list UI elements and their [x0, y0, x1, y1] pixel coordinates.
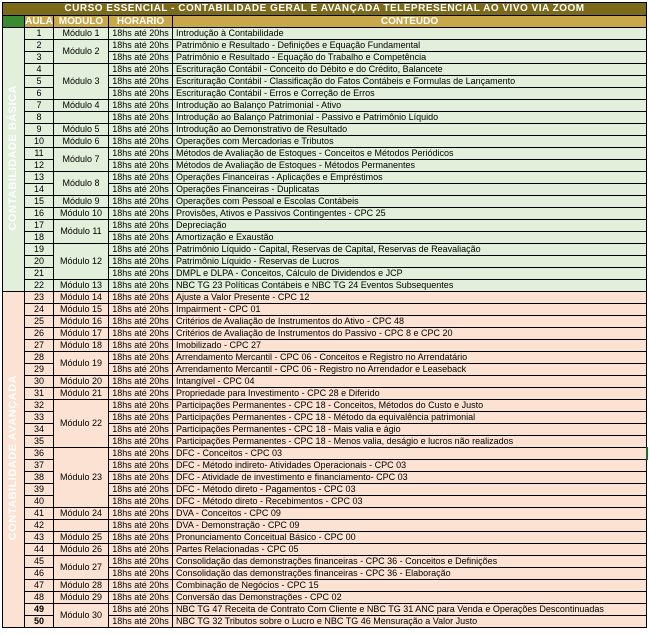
horario-cell: 18hs até 20hs: [109, 508, 173, 520]
aula-number: 50: [25, 616, 54, 628]
table-row: [3, 592, 647, 604]
conteudo-cell[interactable]: Introdução à Contabilidade: [173, 28, 647, 40]
aula-number: 10: [25, 136, 54, 148]
conteudo-cell[interactable]: Introdução ao Demonstrativo de Resultado: [173, 124, 647, 136]
aula-number: 12: [25, 160, 54, 172]
module-label: Módulo 17: [54, 328, 109, 340]
section-label-text: CONTABILIDADE BÁSICA: [7, 85, 19, 231]
conteudo-cell[interactable]: Participações Permanentes - CPC 18 - Mais valia e ágio: [173, 424, 647, 436]
horario-cell: 18hs até 20hs: [109, 112, 173, 124]
aula-number: 47: [25, 580, 54, 592]
conteudo-cell[interactable]: DFC - Método direto - Recebimentos - CPC 03: [173, 496, 647, 508]
conteudo-cell[interactable]: NBC TG 47 Receita de Contrato Com Cliente e NBC TG 31 ANC para Venda e Operações Descontinuadas: [173, 604, 647, 616]
conteudo-cell[interactable]: Depreciação: [173, 220, 647, 232]
table-row: [3, 340, 647, 352]
conteudo-cell[interactable]: Ajuste a Valor Presente - CPC 12: [173, 292, 647, 304]
table-row: [3, 112, 647, 124]
conteudo-cell[interactable]: Operações Financeiras - Aplicações e Empréstimos: [173, 172, 647, 184]
horario-cell: 18hs até 20hs: [109, 544, 173, 556]
table-row: [3, 328, 647, 340]
conteudo-cell[interactable]: Patrimônio e Resultado - Equação do Trabalho e Competência: [173, 52, 647, 64]
horario-cell: 18hs até 20hs: [109, 244, 173, 256]
table-row: [3, 148, 647, 160]
horario-cell: 18hs até 20hs: [109, 304, 173, 316]
module-label: [54, 112, 109, 124]
header-modulo: MÓDULO: [54, 16, 109, 28]
aula-number: 29: [25, 364, 54, 376]
conteudo-cell[interactable]: Participações Permanentes - CPC 18 - Menos valia, deságio e lucros não realizados: [173, 436, 647, 448]
table-row: [3, 604, 647, 616]
horario-cell: 18hs até 20hs: [109, 280, 173, 292]
module-label: Módulo 3: [54, 64, 109, 100]
conteudo-cell[interactable]: Arrendamento Mercantil - CPC 06 - Registro no Arrendador e Leaseback: [173, 364, 647, 376]
table-row: [3, 544, 647, 556]
horario-cell: 18hs até 20hs: [109, 484, 173, 496]
module-label: Módulo 2: [54, 40, 109, 64]
conteudo-cell[interactable]: DVA - Demonstração - CPC 09: [173, 520, 647, 532]
conteudo-cell[interactable]: Arrendamento Mercantil - CPC 06 - Conceitos e Registro no Arrendatário: [173, 352, 647, 364]
horario-cell: 18hs até 20hs: [109, 148, 173, 160]
table-row: [3, 400, 647, 412]
table-row: [3, 244, 647, 256]
module-label: Módulo 22: [54, 400, 109, 448]
module-label: Módulo 13: [54, 280, 109, 292]
horario-cell: 18hs até 20hs: [109, 580, 173, 592]
aula-number: 48: [25, 592, 54, 604]
aula-number: 39: [25, 484, 54, 496]
horario-cell: 18hs até 20hs: [109, 616, 173, 628]
header-conteudo: CONTEÚDO: [173, 16, 647, 28]
conteudo-cell[interactable]: Combinação de Negócios - CPC 15: [173, 580, 647, 592]
horario-cell: 18hs até 20hs: [109, 400, 173, 412]
module-label: Módulo 8: [54, 172, 109, 196]
aula-number: 24: [25, 304, 54, 316]
conteudo-cell[interactable]: Métodos de Avaliação de Estoques - Conceitos e Métodos Periódicos: [173, 148, 647, 160]
conteudo-cell[interactable]: Critérios de Avaliação de Instrumentos do Passivo - CPC 8 e CPC 20: [173, 328, 647, 340]
header-spacer: [3, 16, 25, 28]
aula-number: 49: [25, 604, 54, 616]
conteudo-cell[interactable]: Consolidação das demonstrações financeiras - CPC 36 - Conceitos e Definições: [173, 556, 647, 568]
conteudo-cell[interactable]: DFC - Atividade de investimento e financiamento- CPC 03: [173, 472, 647, 484]
schedule-sheet: [2, 2, 646, 628]
conteudo-cell[interactable]: Operações com Pessoal e Escolas Contábeis: [173, 196, 647, 208]
conteudo-cell[interactable]: DFC - Conceitos - CPC 03: [173, 448, 647, 460]
table-row: [3, 280, 647, 292]
horario-cell: 18hs até 20hs: [109, 328, 173, 340]
table-row: [3, 388, 647, 400]
aula-number: 15: [25, 196, 54, 208]
aula-number: 45: [25, 556, 54, 568]
horario-cell: 18hs até 20hs: [109, 172, 173, 184]
table-row: [3, 208, 647, 220]
horario-cell: 18hs até 20hs: [109, 604, 173, 616]
conteudo-cell[interactable]: Critérios de Avaliação de Instrumentos do Ativo - CPC 48: [173, 316, 647, 328]
aula-number: 11: [25, 148, 54, 160]
section-label-basica: [3, 28, 25, 292]
conteudo-cell[interactable]: DMPL e DLPA - Conceitos, Cálculo de Dividendos e JCP: [173, 268, 647, 280]
horario-cell: 18hs até 20hs: [109, 52, 173, 64]
module-label: Módulo 16: [54, 316, 109, 328]
table-row: [3, 64, 647, 76]
horario-cell: 18hs até 20hs: [109, 388, 173, 400]
conteudo-cell[interactable]: Participações Permanentes - CPC 18 - Conceitos, Métodos do Custo e Justo: [173, 400, 647, 412]
table-row: [3, 376, 647, 388]
module-label: Módulo 28: [54, 580, 109, 592]
table-row: [3, 292, 647, 304]
conteudo-cell[interactable]: Introdução ao Balanço Patrimonial - Passivo e Patrimônio Líquido: [173, 112, 647, 124]
table-row: [3, 172, 647, 184]
horario-cell: 18hs até 20hs: [109, 520, 173, 532]
table-row: [3, 100, 647, 112]
module-label: Módulo 21: [54, 388, 109, 400]
conteudo-cell[interactable]: Operações com Mercadorias e Tributos: [173, 136, 647, 148]
conteudo-cell[interactable]: Conversão das Demonstrações - CPC 02: [173, 592, 647, 604]
table-row: [3, 304, 647, 316]
aula-number: 14: [25, 184, 54, 196]
aula-number: 30: [25, 376, 54, 388]
table-row: [3, 40, 647, 52]
conteudo-cell[interactable]: Participações Permanentes - CPC 18 - Método da equivalência patrimonial: [173, 412, 647, 424]
aula-number: 31: [25, 388, 54, 400]
table-row: [3, 136, 647, 148]
conteudo-cell[interactable]: Escrituração Contábil - Classificação do Fatos Contábeis e Formulas de Lançamento: [173, 76, 647, 88]
horario-cell: 18hs até 20hs: [109, 208, 173, 220]
aula-number: 20: [25, 256, 54, 268]
header-horario: HORÁRIO: [109, 16, 173, 28]
module-label: Módulo 26: [54, 544, 109, 556]
aula-number: 36: [25, 448, 54, 460]
aula-number: 19: [25, 244, 54, 256]
module-label: [54, 520, 109, 532]
aula-number: 33: [25, 412, 54, 424]
header-aula: AULA: [25, 16, 53, 27]
module-label: Módulo 6: [54, 136, 109, 148]
aula-number: 42: [25, 520, 54, 532]
module-label: Módulo 20: [54, 376, 109, 388]
horario-cell: 18hs até 20hs: [109, 532, 173, 544]
horario-cell: 18hs até 20hs: [109, 556, 173, 568]
conteudo-cell[interactable]: Impairment - CPC 01: [173, 304, 647, 316]
table-row: [3, 316, 647, 328]
aula-number: 6: [25, 88, 54, 100]
aula-number: 1: [25, 28, 54, 40]
conteudo-cell[interactable]: Propriedade para Investimento - CPC 28 e Diferido: [173, 388, 647, 400]
aula-number: 23: [25, 292, 54, 304]
module-label: Módulo 18: [54, 340, 109, 352]
aula-number: 25: [25, 316, 54, 328]
table-row: [3, 448, 647, 460]
module-label: Módulo 7: [54, 148, 109, 172]
conteudo-cell[interactable]: Partes Relacionadas - CPC 05: [173, 544, 647, 556]
conteudo-cell[interactable]: NBC TG 23 Políticas Contábeis e NBC TG 24 Eventos Subsequentes: [173, 280, 647, 292]
horario-cell: 18hs até 20hs: [109, 352, 173, 364]
horario-cell: 18hs até 20hs: [109, 316, 173, 328]
aula-number: 22: [25, 280, 54, 292]
table-row: [3, 508, 647, 520]
module-label: Módulo 24: [54, 508, 109, 520]
module-label: Módulo 30: [54, 604, 109, 628]
module-label: Módulo 14: [54, 292, 109, 304]
aula-number: 40: [25, 496, 54, 508]
module-label: Módulo 23: [54, 448, 109, 508]
aula-number: 21: [25, 268, 54, 280]
horario-cell: 18hs até 20hs: [109, 136, 173, 148]
table-row: [3, 220, 647, 232]
horario-cell: 18hs até 20hs: [109, 64, 173, 76]
horario-cell: 18hs até 20hs: [109, 76, 173, 88]
table-row: [3, 196, 647, 208]
horario-cell: 18hs até 20hs: [109, 184, 173, 196]
conteudo-cell[interactable]: Escrituração Contábil - Conceito do Débito e do Crédito, Balancete: [173, 64, 647, 76]
conteudo-cell[interactable]: Provisões, Ativos e Passivos Contingentes - CPC 25: [173, 208, 647, 220]
conteudo-cell[interactable]: Patrimônio Líquido - Capital, Reservas de Capital, Reservas de Reavaliação: [173, 244, 647, 256]
module-label: Módulo 15: [54, 304, 109, 316]
aula-number: 18: [25, 232, 54, 244]
conteudo-cell[interactable]: DVA - Conceitos - CPC 09: [173, 508, 647, 520]
horario-cell: 18hs até 20hs: [109, 364, 173, 376]
module-label: Módulo 4: [54, 100, 109, 112]
aula-number: 13: [25, 172, 54, 184]
conteudo-cell[interactable]: Intangível - CPC 04: [173, 376, 647, 388]
aula-number: 28: [25, 352, 54, 364]
table-row: [3, 124, 647, 136]
conteudo-cell[interactable]: Imobilizado - CPC 27: [173, 340, 647, 352]
horario-cell: 18hs até 20hs: [109, 196, 173, 208]
horario-cell: 18hs até 20hs: [109, 448, 173, 460]
conteudo-cell[interactable]: Introdução ao Balanço Patrimonial - Ativo: [173, 100, 647, 112]
module-label: Módulo 29: [54, 592, 109, 604]
conteudo-cell[interactable]: Operações Financeiras - Duplicatas: [173, 184, 647, 196]
aula-number: 37: [25, 460, 54, 472]
aula-number: 9: [25, 124, 54, 136]
horario-cell: 18hs até 20hs: [109, 100, 173, 112]
module-label: Módulo 5: [54, 124, 109, 136]
horario-cell: 18hs até 20hs: [109, 460, 173, 472]
table-row: [3, 580, 647, 592]
aula-number: 17: [25, 220, 54, 232]
table-row: [3, 556, 647, 568]
aula-number: 32: [25, 400, 54, 412]
conteudo-cell[interactable]: Amortização e Exaustão: [173, 232, 647, 244]
horario-cell: 18hs até 20hs: [109, 28, 173, 40]
horario-cell: 18hs até 20hs: [109, 376, 173, 388]
horario-cell: 18hs até 20hs: [109, 268, 173, 280]
aula-number: 27: [25, 340, 54, 352]
aula-number: 16: [25, 208, 54, 220]
module-label: Módulo 19: [54, 352, 109, 376]
horario-cell: 18hs até 20hs: [109, 412, 173, 424]
module-label: Módulo 27: [54, 556, 109, 580]
aula-number: 2: [25, 40, 54, 52]
aula-number: 3: [25, 52, 54, 64]
aula-number: 8: [25, 112, 54, 124]
conteudo-cell[interactable]: Consolidação das demonstrações financeiras - CPC 36 - Elaboração: [173, 568, 647, 580]
aula-number: 4: [25, 64, 54, 76]
module-label: Módulo 9: [54, 196, 109, 208]
table-row: [3, 520, 647, 532]
conteudo-cell[interactable]: DFC - Método direto - Pagamentos - CPC 03: [173, 484, 647, 496]
aula-number: 5: [25, 76, 54, 88]
horario-cell: 18hs até 20hs: [109, 340, 173, 352]
horario-cell: 18hs até 20hs: [109, 232, 173, 244]
conteudo-cell[interactable]: DFC - Método indireto- Atividades Operacionais - CPC 03: [173, 460, 647, 472]
aula-number: 38: [25, 472, 54, 484]
course-title: CURSO ESSENCIAL - CONTABILIDADE GERAL E AVANÇADA TELEPRESENCIAL AO VIVO VIA ZOOM: [3, 3, 647, 16]
schedule-table: [2, 2, 648, 628]
table-row: [3, 28, 647, 40]
aula-number: 7: [25, 100, 54, 112]
horario-cell: 18hs até 20hs: [109, 592, 173, 604]
aula-number: 34: [25, 424, 54, 436]
section-label-avancada: [3, 292, 25, 628]
aula-number: 35: [25, 436, 54, 448]
horario-cell: 18hs até 20hs: [109, 220, 173, 232]
horario-cell: 18hs até 20hs: [109, 256, 173, 268]
module-label: Módulo 11: [54, 220, 109, 244]
horario-cell: 18hs até 20hs: [109, 496, 173, 508]
horario-cell: 18hs até 20hs: [109, 472, 173, 484]
schedule-body: [3, 28, 647, 628]
table-row: [3, 352, 647, 364]
aula-number: 41: [25, 508, 54, 520]
module-label: Módulo 25: [54, 532, 109, 544]
module-label: Módulo 1: [54, 28, 109, 40]
horario-cell: 18hs até 20hs: [109, 88, 173, 100]
module-label: Módulo 10: [54, 208, 109, 220]
table-row: [3, 532, 647, 544]
conteudo-cell[interactable]: NBC TG 32 Tributos sobre o Lucro e NBC TG 46 Mensuração a Valor Justo: [173, 616, 647, 628]
conteudo-cell[interactable]: Patrimônio e Resultado - Definições e Equação Fundamental: [173, 40, 647, 52]
conteudo-cell[interactable]: Pronunciamento Conceitual Básico - CPC 00: [173, 532, 647, 544]
aula-number: 46: [25, 568, 54, 580]
horario-cell: 18hs até 20hs: [109, 424, 173, 436]
conteudo-cell[interactable]: Escrituração Contábil - Erros e Correção de Erros: [173, 88, 647, 100]
horario-cell: 18hs até 20hs: [109, 40, 173, 52]
aula-number: 26: [25, 328, 54, 340]
horario-cell: 18hs até 20hs: [109, 292, 173, 304]
conteudo-cell[interactable]: Métodos de Avaliação de Estoques - Métodos Permanentes: [173, 160, 647, 172]
horario-cell: 18hs até 20hs: [109, 124, 173, 136]
horario-cell: 18hs até 20hs: [109, 436, 173, 448]
conteudo-cell[interactable]: Patrimônio Líquido - Reservas de Lucros: [173, 256, 647, 268]
aula-number: 44: [25, 544, 54, 556]
aula-number: 43: [25, 532, 54, 544]
horario-cell: 18hs até 20hs: [109, 160, 173, 172]
section-label-text: CONTABILIDADE AVANÇADA: [7, 375, 19, 541]
horario-cell: 18hs até 20hs: [109, 568, 173, 580]
module-label: Módulo 12: [54, 244, 109, 280]
